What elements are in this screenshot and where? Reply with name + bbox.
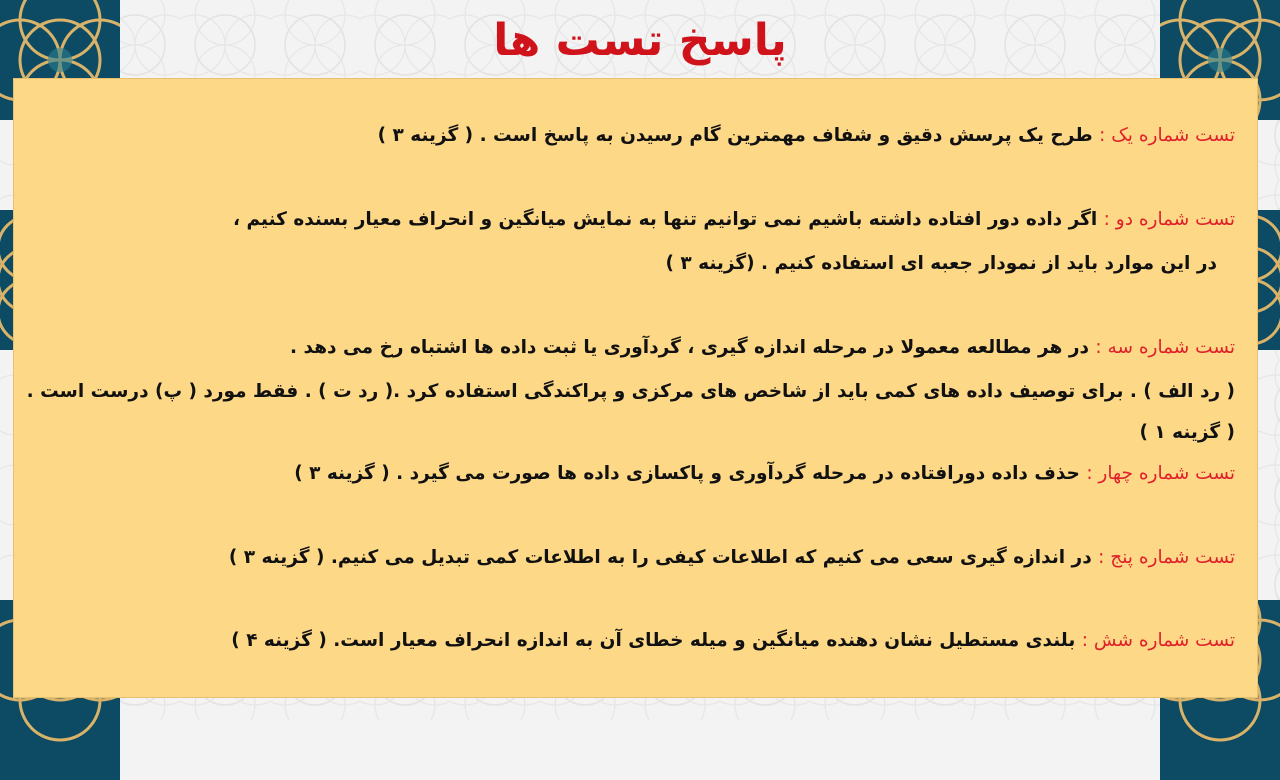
answer-text: در اندازه گیری سعی می کنیم که اطلاعات کیفی را به اطلاعات کمی تبدیل می کنیم. ( گزینه ۳ ) [228, 547, 1092, 568]
answer-4-line-1 [294, 463, 1235, 484]
page-title: پاسخ تست ها [493, 15, 787, 66]
answer-1-line-1 [378, 125, 1235, 146]
answer-label: تست شماره شش : [1081, 630, 1235, 651]
answer-text: طرح یک پرسش دقیق و شفاف مهمترین گام رسیدن به پاسخ است . ( گزینه ۳ ) [377, 125, 1093, 146]
answer-label: تست شماره سه : [1095, 337, 1235, 358]
answer-3-line-1 [290, 337, 1235, 358]
answer-text: در هر مطالعه معمولا در مرحله اندازه گیری ، گردآوری یا ثبت داده ها اشتباه رخ می دهد . [290, 337, 1089, 358]
answers-panel [13, 78, 1258, 698]
answer-3-line-2 [27, 381, 1235, 402]
answer-text: حذف داده دورافتاده در مرحله گردآوری و پاکسازی داده ها صورت می گیرد . ( گزینه ۳ ) [294, 463, 1080, 484]
answer-label: تست شماره یک : [1099, 125, 1235, 146]
answer-text: در این موارد باید از نمودار جعبه ای استفاده کنیم . (گزینه ۳ ) [665, 253, 1217, 274]
answer-3-line-3 [1139, 422, 1235, 443]
answer-2-line-1 [233, 209, 1235, 230]
answer-text: ( رد الف ) . برای توصیف داده های کمی باید از شاخص های مرکزی و پراکندگی استفاده کرد .( رد ت ) . فقط مورد ( پ) درست است . [26, 381, 1235, 402]
answer-text: اگر داده دور افتاده داشته باشیم نمی توانیم تنها به نمایش میانگین و انحراف معیار بسنده کنیم ، [233, 209, 1098, 230]
answer-label: تست شماره چهار : [1086, 463, 1235, 484]
answer-text: بلندی مستطیل نشان دهنده میانگین و میله خطای آن به اندازه انحراف معیار است. ( گزینه ۴ ) [231, 630, 1076, 651]
answer-label: تست شماره دو : [1103, 209, 1235, 230]
answer-label: تست شماره پنج : [1098, 547, 1235, 568]
answer-5-line-1 [229, 547, 1235, 568]
answer-text: ( گزینه ۱ ) [1139, 422, 1235, 443]
answer-6-line-1 [231, 630, 1235, 651]
answer-2-line-2 [665, 253, 1217, 274]
